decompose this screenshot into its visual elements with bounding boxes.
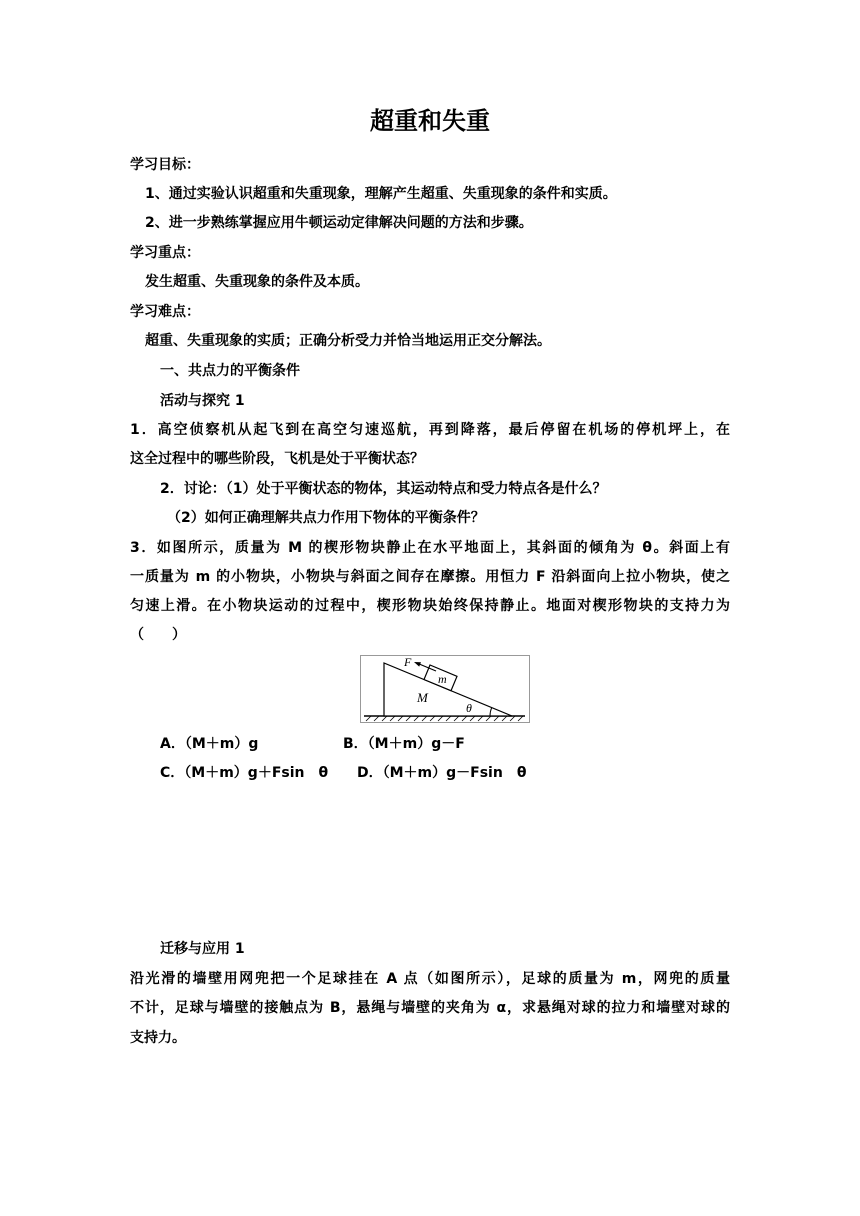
difficulty-heading: 学习难点：	[130, 304, 200, 320]
label-theta: θ	[466, 701, 472, 715]
transfer-heading: 迁移与应用 1	[160, 941, 245, 957]
focus-heading: 学习重点：	[130, 245, 200, 261]
question-2-line-2: （2）如何正确理解共点力作用下物体的平衡条件？	[167, 510, 485, 526]
section-heading: 一、共点力的平衡条件	[160, 363, 300, 379]
question-1-line-2: 这全过程中的哪些阶段，飞机是处于平衡状态？	[130, 451, 424, 467]
option-c: C．（M＋m）g＋Fsin θ	[160, 765, 329, 781]
objective-1: 1、通过实验认识超重和失重现象，理解产生超重、失重现象的条件和实质。	[145, 186, 617, 202]
question-3-line-4: （ ）	[130, 627, 186, 643]
objective-2: 2、进一步熟练掌握应用牛顿运动定律解决问题的方法和步骤。	[145, 215, 533, 231]
label-M: M	[417, 690, 428, 705]
option-b: B．（M＋m）g－F	[343, 736, 465, 752]
label-F: F	[404, 655, 412, 669]
option-a: A．（M＋m）g	[160, 736, 259, 752]
wedge-figure	[360, 655, 530, 723]
transfer-line-1: 沿光滑的墙壁用网兜把一个足球挂在 A 点（如图所示），足球的质量为 m，网兜的质量	[130, 971, 730, 987]
question-3-line-3: 匀速上滑。在小物块运动的过程中，楔形物块始终保持静止。地面对楔形物块的支持力为	[130, 598, 730, 614]
activity-heading: 活动与探究 1	[160, 393, 245, 409]
focus-text: 发生超重、失重现象的条件及本质。	[145, 274, 369, 290]
question-3-line-1: 3．如图所示，质量为 M 的楔形物块静止在水平地面上，其斜面的倾角为 θ。斜面上有	[130, 540, 730, 556]
difficulty-text: 超重、失重现象的实质；正确分析受力并恰当地运用正交分解法。	[145, 333, 551, 349]
objectives-heading: 学习目标：	[130, 157, 200, 173]
label-m: m	[438, 672, 447, 686]
question-1-line-1: 1．高空侦察机从起飞到在高空匀速巡航，再到降落，最后停留在机场的停机坪上，在	[130, 422, 730, 438]
transfer-line-2: 不计，足球与墙壁的接触点为 B，悬绳与墙壁的夹角为 α，求悬绳对球的拉力和墙壁对球的	[130, 1000, 730, 1016]
question-2-line-1: 2．讨论：（1）处于平衡状态的物体，其运动特点和受力特点各是什么？	[160, 481, 607, 497]
transfer-line-3: 支持力。	[130, 1030, 186, 1046]
question-3-line-2: 一质量为 m 的小物块，小物块与斜面之间存在摩擦。用恒力 F 沿斜面向上拉小物块，使之	[130, 569, 730, 585]
option-d: D．（M＋m）g－Fsin θ	[357, 765, 527, 781]
page-title: 超重和失重	[370, 107, 490, 135]
